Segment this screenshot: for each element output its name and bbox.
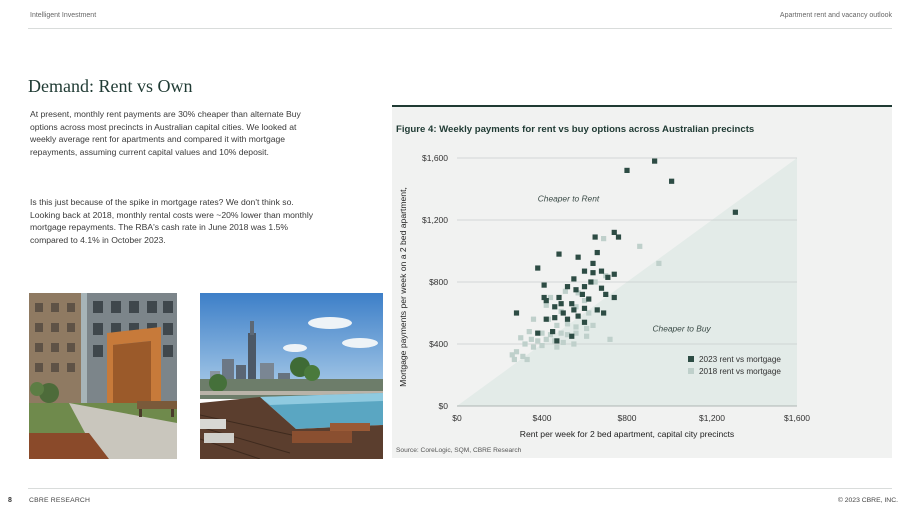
y-axis-ticks: [422, 153, 448, 411]
point-2018: [656, 261, 661, 266]
point-2018: [637, 244, 642, 249]
point-2023: [590, 261, 595, 266]
point-2018: [531, 345, 536, 350]
point-2023: [586, 296, 591, 301]
legend-label-2018: 2018 rent vs mortgage: [699, 367, 781, 376]
point-2023: [733, 210, 738, 215]
point-2023: [535, 331, 540, 336]
point-2018: [525, 357, 530, 362]
y-tick-label: $0: [438, 401, 448, 411]
body-paragraph-2: Is this just because of the spike in mortgage rates? We don't think so. Looking back at 2018, monthly rental costs were ~20% lower than monthly mortgage repayments. The RBA's cash rate in June 2018 was 1.5% compared to 4.1% in October 2023.: [30, 197, 314, 245]
point-2018: [584, 326, 589, 331]
point-2023: [624, 168, 629, 173]
point-2023: [595, 307, 600, 312]
point-2023: [561, 310, 566, 315]
point-2023: [571, 276, 576, 281]
x-tick-label: $0: [452, 413, 462, 423]
point-2023: [582, 269, 587, 274]
point-2018: [512, 357, 517, 362]
point-2023: [573, 287, 578, 292]
point-2018: [544, 303, 549, 308]
figure-title: Figure 4: Weekly payments for rent vs buy options across Australian precincts: [396, 124, 755, 135]
point-2018: [571, 341, 576, 346]
annotation-cheaper-to-buy: Cheaper to Buy: [652, 323, 711, 334]
y-tick-label: $400: [429, 339, 448, 349]
point-2023: [569, 301, 574, 306]
point-2023: [565, 284, 570, 289]
annotation-cheaper-to-rent: Cheaper to Rent: [537, 193, 600, 204]
page-title: Demand: Rent vs Own: [28, 76, 193, 96]
point-2018: [510, 352, 515, 357]
x-axis-ticks: [452, 413, 810, 423]
point-2023: [590, 270, 595, 275]
point-2023: [542, 283, 547, 288]
courtyard-photo: [29, 293, 177, 459]
point-2023: [605, 275, 610, 280]
legend-label-2023: 2023 rent vs mortgage: [699, 355, 781, 364]
legend-swatch-2018: [688, 368, 694, 374]
y-tick-label: $800: [429, 277, 448, 287]
point-2018: [535, 338, 540, 343]
point-2018: [522, 341, 527, 346]
point-2023: [595, 250, 600, 255]
header-left-label: Intelligent Investment: [30, 12, 97, 19]
point-2023: [612, 295, 617, 300]
point-2023: [580, 292, 585, 297]
scatter-chart: [392, 140, 892, 445]
point-2018: [544, 337, 549, 342]
point-2023: [669, 179, 674, 184]
point-2018: [529, 337, 534, 342]
point-2023: [582, 306, 587, 311]
point-2023: [556, 295, 561, 300]
point-2023: [514, 310, 519, 315]
footer-brand: CBRE RESEARCH: [29, 497, 91, 504]
point-2018: [607, 337, 612, 342]
point-2018: [539, 343, 544, 348]
figure-top-rule: [392, 105, 892, 107]
point-2023: [612, 230, 617, 235]
point-2023: [550, 329, 555, 334]
point-2023: [552, 304, 557, 309]
point-2018: [563, 289, 568, 294]
x-tick-label: $1,600: [784, 413, 810, 423]
point-2023: [582, 284, 587, 289]
point-2023: [612, 272, 617, 277]
point-2018: [586, 310, 591, 315]
point-2023: [588, 279, 593, 284]
figure-source: Source: CoreLogic, SQM, CBRE Research: [396, 447, 522, 454]
legend-swatch-2023: [688, 356, 694, 362]
point-2023: [576, 314, 581, 319]
point-2023: [565, 317, 570, 322]
header-divider: [28, 28, 892, 29]
point-2018: [531, 317, 536, 322]
point-2018: [573, 324, 578, 329]
point-2018: [554, 323, 559, 328]
point-2018: [559, 331, 564, 336]
x-tick-label: $1,200: [699, 413, 725, 423]
point-2023: [571, 307, 576, 312]
point-2018: [565, 321, 570, 326]
point-2023: [652, 159, 657, 164]
footer-copyright: © 2023 CBRE, INC.: [837, 497, 898, 504]
page-number: 8: [8, 497, 12, 504]
point-2018: [518, 335, 523, 340]
point-2023: [569, 334, 574, 339]
point-2023: [552, 315, 557, 320]
point-2018: [554, 345, 559, 350]
x-tick-label: $400: [532, 413, 552, 423]
x-tick-label: $800: [617, 413, 637, 423]
point-2018: [601, 236, 606, 241]
point-2023: [576, 255, 581, 260]
point-2018: [584, 334, 589, 339]
point-2018: [527, 329, 532, 334]
point-2023: [599, 286, 604, 291]
x-axis-label: Rent per week for 2 bed apartment, capital city precincts: [519, 429, 735, 439]
footer-divider: [28, 488, 892, 489]
point-2023: [599, 269, 604, 274]
point-2023: [603, 292, 608, 297]
y-axis-label: Mortgage payments per week on a 2 bed apartment,: [398, 187, 408, 387]
rooftop-pool-photo: [200, 293, 383, 459]
point-2023: [544, 298, 549, 303]
point-2023: [554, 338, 559, 343]
header-right-label: Apartment rent and vacancy outlook: [779, 12, 892, 19]
point-2023: [582, 320, 587, 325]
point-2023: [616, 234, 621, 239]
point-2023: [593, 234, 598, 239]
point-2023: [601, 310, 606, 315]
point-2023: [544, 317, 549, 322]
point-2023: [556, 252, 561, 257]
point-2023: [559, 301, 564, 306]
point-2018: [590, 323, 595, 328]
y-tick-label: $1,200: [422, 215, 448, 225]
y-tick-label: $1,600: [422, 153, 448, 163]
body-paragraph-1: At present, monthly rent payments are 30% cheaper than alternate Buy options across most precincts in Australian capital cities. We looked at weekly average rent for apartments and compared it with mortgage repayments, assuming current capital values and 10% deposit.: [30, 109, 301, 157]
point-2018: [561, 340, 566, 345]
point-2023: [535, 265, 540, 270]
